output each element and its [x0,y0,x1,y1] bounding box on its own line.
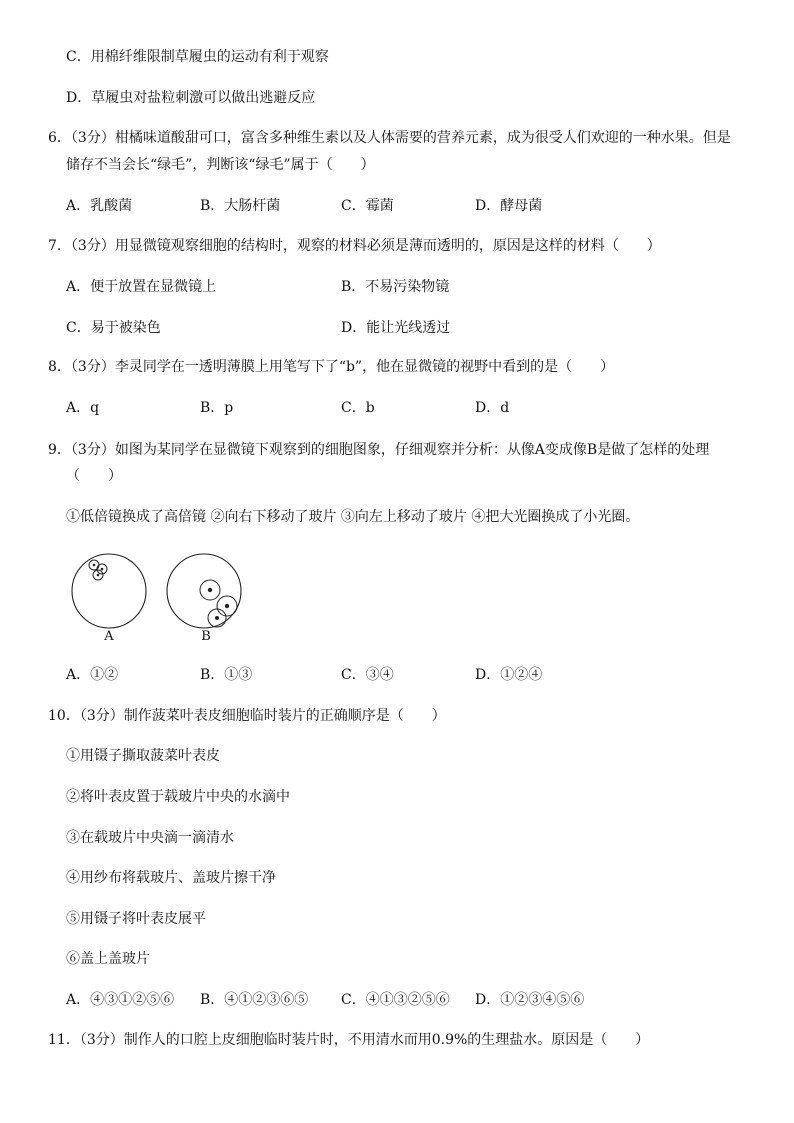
q9-option-b: B．①③ [200,667,253,683]
q8-option-a: A．q [66,400,100,416]
q7-option-b: B．不易污染物镜 [341,279,450,295]
figure-label-b: B [201,629,211,644]
q10-step-3: ③在载玻片中央滴一滴清水 [66,830,234,846]
q7-option-a: A．便于放置在显微镜上 [66,279,217,295]
view-b-field [167,554,241,628]
q10-step-4: ④用纱布将载玻片、盖玻片擦干净 [66,870,276,886]
q10-step-5: ⑤用镊子将叶表皮展平 [66,911,206,927]
q10-option-d: D．①②③④⑤⑥ [475,992,585,1008]
q6-option-b: B．大肠杆菌 [200,198,281,214]
q8-option-d: D．d [475,400,510,416]
q5-option-c: C．用棉纤维限制草履虫的运动有利于观察 [66,49,329,65]
q9-option-a: A．①② [66,667,119,683]
q8-option-c: C．b [341,400,375,416]
q10-option-b: B．④①②③⑥⑤ [200,992,309,1008]
q9-statements: ①低倍镜换成了高倍镜 ②向右下移动了玻片 ③向左上移动了玻片 ④把大光圈换成了小光圈。 [66,509,640,525]
q5-option-d: D．草履虫对盐粒刺激可以做出逃避反应 [66,90,316,106]
q7-option-d: D．能让光线透过 [341,320,451,336]
q10-step-6: ⑥盖上盖玻片 [66,951,150,967]
q7-stem: 7．（3分）用显微镜观察细胞的结构时，观察的材料必须是薄而透明的，原因是这样的材料（ ） [48,238,661,254]
q6-option-c: C．霉菌 [341,198,394,214]
q8-stem: 8．（3分）李灵同学在一透明薄膜上用笔写下了“b”，他在显微镜的视野中看到的是（ ） [48,359,615,375]
q8-option-b: B．p [200,400,234,416]
q6-option-a: A．乳酸菌 [66,198,133,214]
q9-option-c: C．③④ [341,667,394,683]
q6-option-d: D．酵母菌 [475,198,543,214]
q9-microscope-figure [60,548,260,648]
q10-step-1: ①用镊子撕取菠菜叶表皮 [66,748,220,764]
q7-option-c: C．易于被染色 [66,320,161,336]
q10-stem: 10．（3分）制作菠菜叶表皮细胞临时装片的正确顺序是（ ） [48,708,446,724]
q11-stem: 11．（3分）制作人的口腔上皮细胞临时装片时，不用清水而用0.9%的生理盐水。原因是（ ） [48,1032,650,1048]
q9-stem-line1: 9．（3分）如图为某同学在显微镜下观察到的细胞图象，仔细观察并分析：从像A变成像B是做了怎样的处理 [48,442,710,458]
q6-stem-line2: 储存不当会长“绿毛”，判断该“绿毛”属于（ ） [66,157,375,173]
view-a-field [72,554,146,628]
q9-option-d: D．①②④ [475,667,543,683]
q10-option-c: C．④①③②⑤⑥ [341,992,450,1008]
q9-stem-line2: （ ） [66,468,122,484]
q10-step-2: ②将叶表皮置于载玻片中央的水滴中 [66,789,290,805]
q6-stem-line1: 6．（3分）柑橘味道酸甜可口，富含多种维生素以及人体需要的营养元素，成为很受人们欢迎的一种水果。但是 [48,130,731,146]
q10-option-a: A．④③①②⑤⑥ [66,992,175,1008]
figure-label-a: A [104,629,114,644]
